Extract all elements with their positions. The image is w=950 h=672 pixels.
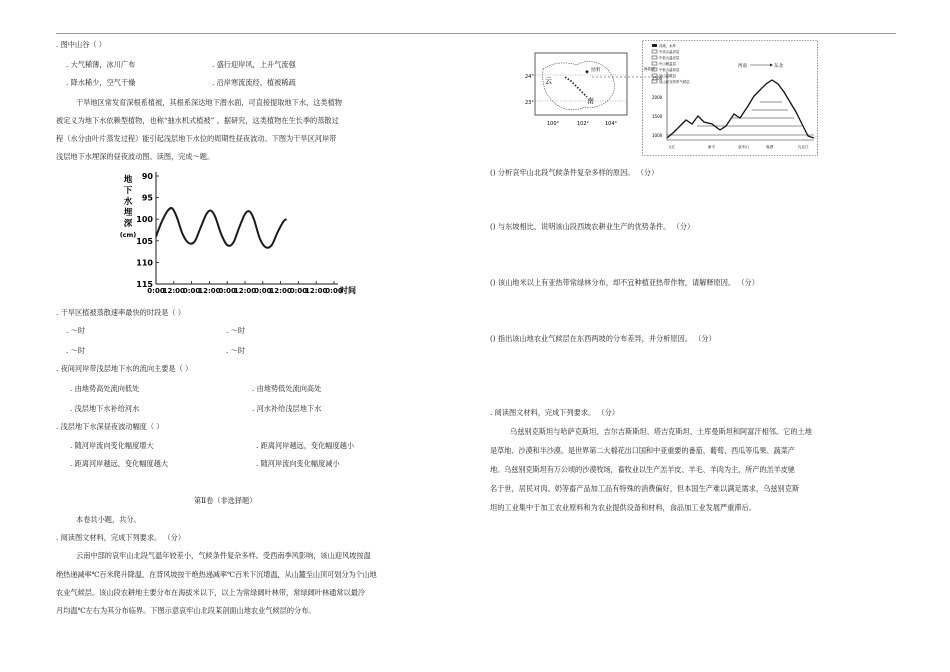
q2-option-b: . ～时	[226, 326, 245, 335]
q6-passage-line-4: 名于世，居民对肉、奶等畜产品加工品有特殊的消费偏好，但本国生产难以满足需求，乌兹别克斯	[490, 484, 800, 493]
q6-passage-line-2: 是草地、沙漠和半沙漠。是世界第二大棉花出口国和中亚重要的番茄、葡萄、西瓜等瓜果、蔬菜产	[490, 446, 795, 455]
lat-23-label: 23°	[525, 100, 534, 106]
profile-west-label: 西南	[738, 64, 747, 69]
q2-option-a: . ～时	[66, 326, 85, 335]
y-label-char: 下	[123, 186, 133, 196]
q4-stem: . 浅层地下水深昼夜波动幅度（ ）	[56, 422, 164, 431]
x-tick-label: 0:00	[147, 287, 165, 295]
legend-item-6: 低山温暖层	[659, 74, 676, 78]
location-map	[525, 51, 631, 139]
passage-line-3: 程（水分由叶片蒸发过程）能引起浅层地下水位的周期性昼夜波动。下图为干旱区河岸带	[56, 134, 337, 143]
legend-item-4: 中山暖温层	[659, 62, 676, 66]
y-axis-label	[120, 174, 137, 239]
groundwater-depth-chart	[116, 166, 356, 301]
right-q1: () 分析哀牢山北段气候条件复杂多样的原因。 （分）	[490, 168, 659, 177]
passage-line-1: 干旱地区常发育深根系植被，其根系深达地下潜水面，可直接提取地下水，这类植物	[76, 98, 342, 107]
q4-option-c: . 距离河岸越远，变化幅度越大	[70, 459, 169, 468]
passage-line-2: 被定义为地下水依赖型植物，也称“抽水机式植被” 。据研究，这类植物在生长季的蒸散过	[56, 116, 339, 125]
profile-x-label-4: 戛洒	[766, 145, 774, 149]
x-tick-label: 12:00	[162, 287, 185, 295]
legend-item-7: 低山河谷热带气候层	[659, 80, 690, 84]
map-province-label: 云	[545, 77, 552, 85]
y-label-char: 水	[123, 197, 133, 207]
mountain-profile-diagram	[642, 40, 818, 156]
q2-option-d: . ～时	[226, 346, 245, 355]
q4-option-a: . 随河岸流向变化幅度增大	[70, 441, 154, 450]
q6-passage-line-5: 坦的工业集中于加工农业原料和为农业提供设备和材料，食品加工业发展严重滞后。	[490, 503, 756, 512]
q5-passage-line-4: 月均温℃左右为其分布临界。下图示意哀牢山北段某剖面山地农业气候层的分布。	[56, 606, 316, 615]
x-tick-label: 0:00	[218, 287, 236, 295]
y-tick-label: 100	[136, 215, 153, 225]
legend-item-2: 中高山温凉层	[659, 50, 680, 54]
x-tick-label: 0:00	[182, 287, 201, 295]
q3-option-a: . 由地势高处流向低处	[70, 384, 140, 393]
y-tick-label: 95	[141, 193, 153, 203]
lon-104-label: 104°	[605, 121, 618, 127]
q1-option-d: . 沿岸寒流流经，植被稀疏	[212, 78, 296, 87]
series-line-groundwater	[156, 208, 287, 248]
city-marker-icon: ◉	[585, 70, 589, 75]
profile-y-tick-2000: 2000	[652, 95, 663, 100]
x-tick-label: 12:00	[233, 287, 257, 295]
y-label-char: 地	[123, 175, 133, 185]
q1-stem: . 图中山谷（ ）	[56, 40, 106, 49]
q4-option-d: . 随河岸流向变化幅度减小	[256, 459, 340, 468]
profile-y-tick-1000: 1000	[652, 133, 663, 138]
q3-option-c: . 浅层地下水补给河水	[70, 404, 140, 413]
map-province-label-2: 南	[587, 97, 594, 105]
profile-x-label-1: 元江	[668, 145, 676, 149]
q5-stem: . 阅读图文材料，完成下列要求。 （分）	[56, 533, 186, 542]
legend-item-3: 中低山温凉层	[659, 56, 680, 60]
q3-option-b: . 由地势低处流向高处	[252, 384, 322, 393]
right-q3: () 该山地米以上有亚热带常绿林分布，却不宜种植亚热带作物，请解释原因。 （分）	[490, 278, 759, 287]
q2-stem: . 干旱区植被蒸散速率最快的时段是（ ）	[56, 308, 186, 317]
q1-option-a: . 大气稀薄，冰川广布	[66, 60, 136, 69]
legend-item-1: 河流、水库	[659, 44, 676, 48]
x-tick-label: 12:00	[198, 287, 221, 295]
y-tick-label: 90	[141, 172, 153, 181]
y-tick-label: 115	[136, 280, 153, 289]
right-q2: () 与东坡相比，说明该山段西坡农耕业生产的优势条件。 （分）	[490, 222, 695, 231]
x-tick-label: 0:00	[289, 287, 308, 295]
y-tick-label: 105	[136, 236, 153, 246]
y-label-char: 深	[123, 219, 133, 229]
q5-passage-line-1: 云南中部的哀牢山北段气温年较差小，气候条件复杂多样。受西南季风影响，该山迎风坡按温	[76, 551, 371, 560]
section-note: 本卷共小题，共分。	[76, 515, 141, 524]
q6-stem: . 阅读图文材料，完成下列要求。 （分）	[490, 408, 620, 417]
legend-item-5: 中低山温和层	[659, 68, 680, 72]
map-city-label: 昆明	[591, 68, 600, 73]
lat-24-label: 24°	[525, 74, 534, 80]
x-tick-label: 0:00	[254, 287, 272, 295]
profile-x-label-2: 新平	[708, 145, 716, 149]
profile-y-tick-1500: 1500	[652, 114, 663, 119]
right-q4: () 指出该山地农业气候层在东西两坡的分布差异，并分析原因。 （分）	[490, 334, 716, 343]
q5-passage-line-3: 农业气候层。该山段农耕地主要分布在海拔米以下，以上为常绿阔叶林带，常绿阔叶林通常以最冷	[56, 588, 366, 597]
x-tick-label: 12:00	[305, 287, 328, 295]
q5-passage-line-2: 绝热递减率℃百米爬升降温，在背风坡按干绝热递减率℃百米下沉增温，从山麓至山顶可划分为个山地	[56, 570, 377, 579]
q1-option-b: . 盛行迎岸风，上升气流强	[212, 60, 296, 69]
lon-100-label: 100°	[547, 121, 560, 127]
lon-102-label: 102°	[577, 121, 590, 127]
q3-option-d: . 河水补给浅层地下水	[252, 404, 322, 413]
section-title: 第Ⅱ卷（非选择题）	[194, 496, 257, 505]
q4-option-b: . 距离河岸越远，变化幅度越小	[256, 441, 355, 450]
x-tick-label: 0:00	[325, 287, 343, 295]
q1-option-c: . 降水稀少，空气干燥	[66, 78, 136, 87]
q3-stem: . 夜间河岸带浅层地下水的流向主要是（ ）	[56, 364, 193, 373]
q6-passage-line-3: 地。乌兹别克斯坦有万公顷的沙漠牧场，畜牧业以生产羔羊皮、羊毛、羊肉为主，所产的羔羊皮驰	[490, 465, 795, 474]
x-axis-label: 时间	[340, 286, 356, 295]
profile-x-label-5: 礼社江	[798, 145, 809, 149]
east-arrow-icon	[770, 64, 773, 67]
profile-x-label-3: 哀牢山	[738, 145, 749, 149]
x-tick-label: 12:00	[269, 287, 292, 295]
passage-line-4: 浅层地下水埋深的昼夜波动图。读图，完成～题。	[56, 152, 215, 161]
y-label-char: 埋	[123, 208, 133, 218]
profile-y-tick-2500: 2500	[652, 76, 663, 81]
profile-y-unit: 海拔/米	[644, 67, 656, 71]
y-tick-label: 110	[136, 258, 153, 268]
profile-east-label: 东北	[774, 64, 783, 69]
y-label-char: (cm)	[119, 231, 137, 239]
q6-passage-line-1: 乌兹别克斯坦与哈萨克斯坦、吉尔吉斯斯坦、塔吉克斯坦、土库曼斯坦和阿富汗相邻。它的土地	[510, 427, 812, 436]
top-rule	[56, 33, 896, 34]
q2-option-c: . ～时	[66, 346, 85, 355]
